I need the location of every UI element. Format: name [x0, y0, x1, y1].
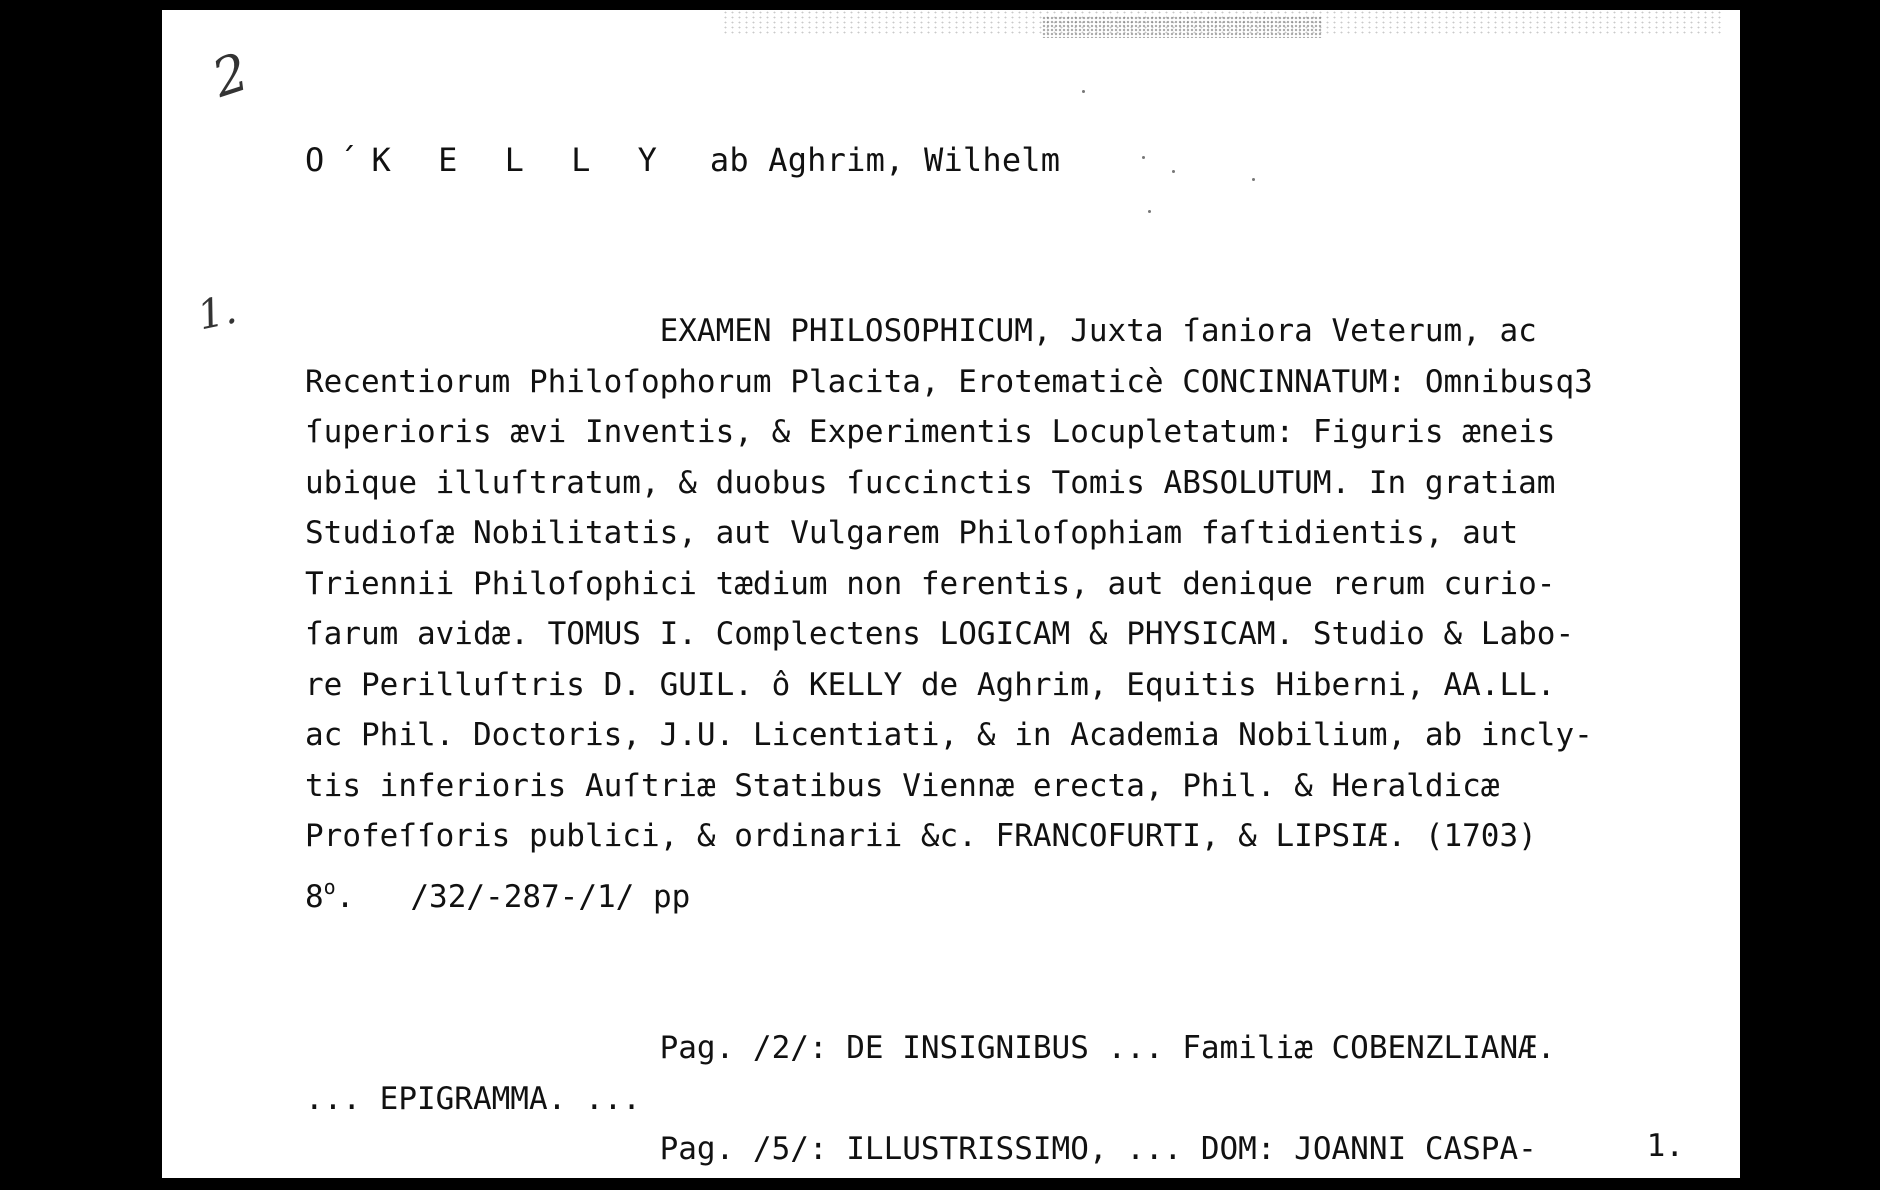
body-line: ac Phil. Doctoris, J.U. Licentiati, & in Academia Nobilium, ab incly- — [305, 717, 1593, 753]
author-heading — [305, 141, 1061, 179]
body-line: re Perilluſtris D. GUIL. ô KELLY de Aghrim, Equitis Hiberni, AA.LL. — [305, 666, 1556, 703]
body-line: ubique illuſtratum, & duobus ſuccinctis Tomis ABSOLUTUM. In gratiam — [305, 464, 1556, 501]
scan-noise-top-dense — [1042, 16, 1322, 38]
body-line: ſuperioris ævi Inventis, & Experimentis Locupletatum: Figuris æneis — [305, 414, 1556, 450]
format-line — [305, 874, 691, 915]
body-line: EXAMEN PHILOSOPHICUM, Juxta ſaniora Veterum, ac — [305, 313, 1537, 349]
body-line: tis inferioris Auſtriæ Statibus Viennæ erecta, Phil. & Heraldicæ — [305, 767, 1500, 804]
scan-speck — [1148, 210, 1151, 213]
scan-speck — [1142, 156, 1145, 159]
author-surname: O´K E L L Y — [305, 141, 671, 179]
author-forename: ab Aghrim, Wilhelm — [709, 141, 1061, 179]
body-line: ſarum avidæ. TOMUS I. Complectens LOGICAM & PHYSICAM. Studio & Labo- — [305, 616, 1575, 652]
catalog-card — [162, 10, 1740, 1178]
note-line: Pag. /2/: DE INSIGNIBUS ... Familiæ COBENZLIANÆ. — [305, 1030, 1556, 1066]
body-line: Recentiorum Philoſophorum Placita, Erotematicè CONCINNATUM: Omnibusq3 — [305, 363, 1593, 400]
scan-speck — [1252, 178, 1255, 181]
scan-speck — [1082, 90, 1085, 93]
format-size: 8 — [305, 878, 324, 915]
handwritten-entry-number: 1. — [193, 286, 241, 340]
handwritten-mark: 2 — [205, 42, 256, 110]
title-description — [305, 306, 1705, 1175]
scan-speck — [1172, 170, 1175, 173]
body-line: Studioſæ Nobilitatis, aut Vulgarem Philoſophiam faſtidientis, aut — [305, 515, 1519, 551]
body-line: Triennii Philoſophici tædium non ferentis, aut denique rerum curio- — [305, 565, 1556, 602]
format-size-mark: o — [323, 874, 336, 899]
card-page-number: 1. — [1646, 1128, 1684, 1164]
note-line: Pag. /5/: ILLUSTRISSIMO, ... DOM: JOANNI CASPA- — [305, 1131, 1537, 1167]
format-pagination: . /32/-287-/1/ pp — [335, 878, 691, 915]
body-line: Profeſſoris publici, & ordinarii &c. FRANCOFURTI, & LIPSIÆ. (1703) — [305, 818, 1537, 854]
note-line: ... EPIGRAMMA. ... — [305, 1080, 641, 1117]
